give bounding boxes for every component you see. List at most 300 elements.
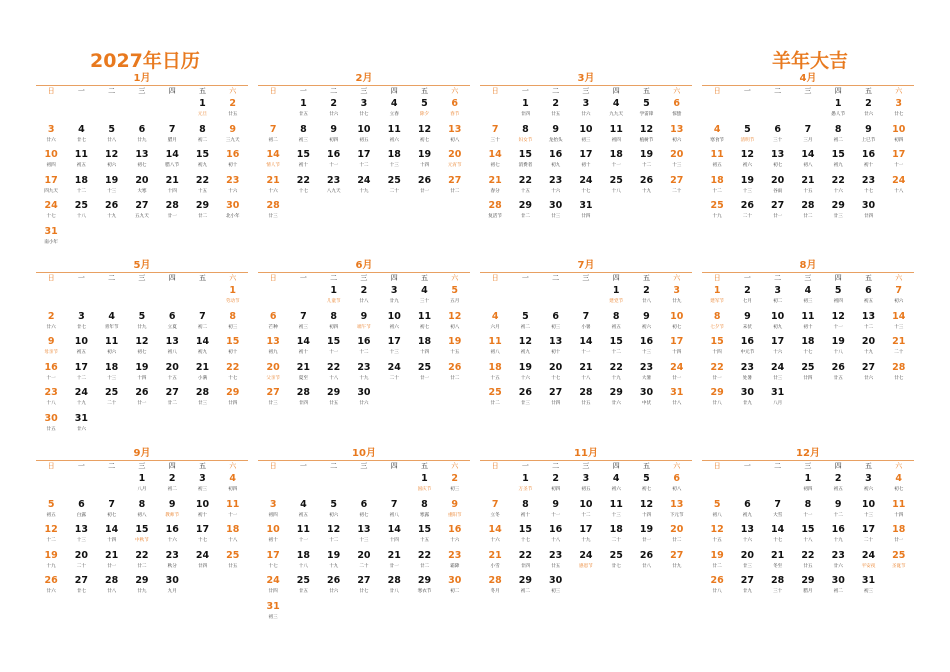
lunar-label: 廿四 <box>228 401 238 407</box>
day-cell <box>510 97 540 123</box>
day-number: 11 <box>417 310 432 322</box>
day-number: 5 <box>108 123 115 135</box>
day-number: 20 <box>357 549 371 561</box>
day-cell <box>702 523 732 549</box>
day-number: 21 <box>771 549 785 561</box>
day-number: 3 <box>673 285 681 296</box>
weekday-label: 五 <box>642 462 650 470</box>
lunar-label: 初三 <box>298 137 308 143</box>
day-number: 1 <box>804 473 812 484</box>
day-cell <box>409 361 439 387</box>
day-number: 15 <box>417 524 432 536</box>
day-cell <box>631 361 661 387</box>
day-cell <box>702 386 732 412</box>
lunar-label: 十二 <box>712 188 722 194</box>
day-number: 26 <box>740 200 755 212</box>
day-grid <box>702 97 914 225</box>
day-number: 14 <box>266 149 280 161</box>
day-cell <box>662 386 692 412</box>
day-cell <box>601 335 631 361</box>
lunar-label: 二十 <box>611 538 621 544</box>
lunar-label: 三十 <box>490 137 500 143</box>
lunar-label: 初二 <box>833 589 843 595</box>
day-cell <box>732 284 762 310</box>
weekday-label: 一 <box>521 462 529 470</box>
day-number: 22 <box>417 549 432 561</box>
day-cell <box>510 523 540 549</box>
day-number: 21 <box>801 174 815 186</box>
lunar-label: 儿童节 <box>326 299 341 304</box>
day-number: 28 <box>771 575 785 587</box>
lunar-label: 廿六 <box>46 137 56 143</box>
lunar-label: 廿八 <box>389 589 399 595</box>
day-cell <box>510 386 540 412</box>
empty-cell <box>480 97 510 123</box>
day-number: 15 <box>801 524 815 536</box>
lunar-label: 腊月 <box>803 589 813 595</box>
lunar-label: 妇女节 <box>518 137 533 143</box>
lunar-label: 八月 <box>773 401 783 407</box>
weekday-label: 二 <box>108 87 116 95</box>
day-cell <box>440 361 470 387</box>
day-cell <box>187 123 217 149</box>
lunar-label: 学雷锋 <box>639 112 654 117</box>
day-number: 28 <box>387 575 401 587</box>
day-grid <box>480 284 692 412</box>
lunar-label: 初八 <box>712 512 722 518</box>
weekday-label: 三 <box>360 462 368 470</box>
day-number: 25 <box>226 549 240 561</box>
day-cell <box>409 549 439 575</box>
day-cell <box>258 361 288 387</box>
day-cell <box>157 549 187 575</box>
day-number: 5 <box>330 498 337 510</box>
day-number: 16 <box>357 336 371 348</box>
day-cell <box>662 284 692 310</box>
weekday-label: 四 <box>612 462 620 470</box>
lunar-label: 十九 <box>712 214 722 220</box>
lunar-label: 十三 <box>611 512 621 518</box>
day-cell <box>763 386 793 412</box>
day-cell <box>480 335 510 361</box>
lunar-label: 廿六 <box>329 589 339 595</box>
lunar-label: 三九天 <box>225 137 240 143</box>
day-number: 17 <box>357 149 371 161</box>
lunar-label: 冬月 <box>490 589 500 595</box>
day-number: 5 <box>451 285 459 296</box>
lunar-label: 廿一 <box>894 538 904 544</box>
lunar-label: 初七 <box>490 163 500 169</box>
weekday-label: 一 <box>743 462 751 470</box>
weekday-label: 四 <box>612 274 620 282</box>
day-cell <box>732 574 762 600</box>
day-number: 10 <box>387 310 401 322</box>
day-number: 4 <box>612 98 620 109</box>
lunar-label: 春分 <box>490 188 500 194</box>
day-number: 26 <box>105 200 119 212</box>
day-number: 15 <box>327 336 341 348</box>
weekday-label: 三 <box>582 462 590 470</box>
day-number: 22 <box>518 174 533 186</box>
day-cell <box>884 498 914 524</box>
lunar-label: 十三 <box>107 375 117 381</box>
day-number: 19 <box>105 174 119 186</box>
day-cell <box>702 284 732 310</box>
day-cell <box>187 148 217 174</box>
day-number: 12 <box>518 336 533 348</box>
day-number: 5 <box>744 123 751 135</box>
day-grid <box>702 284 914 412</box>
month-block <box>480 448 692 600</box>
lunar-label: 廿一 <box>389 563 399 569</box>
lunar-label: 初十 <box>228 163 238 169</box>
day-number: 9 <box>229 123 237 135</box>
day-cell <box>379 148 409 174</box>
month-block <box>258 260 470 412</box>
day-cell <box>319 549 349 575</box>
lunar-label: 六月 <box>490 324 500 330</box>
lunar-label: 十九 <box>833 538 843 544</box>
day-grid <box>480 472 692 600</box>
empty-cell <box>541 284 571 310</box>
lunar-label: 十七 <box>268 563 278 569</box>
day-cell <box>793 123 823 149</box>
day-cell <box>884 335 914 361</box>
day-cell <box>127 498 157 524</box>
lunar-label: 初三 <box>551 589 561 595</box>
empty-cell <box>480 284 510 310</box>
day-cell <box>732 386 762 412</box>
day-number: 8 <box>300 123 307 135</box>
day-number: 23 <box>357 361 371 373</box>
day-cell <box>601 284 631 310</box>
lunar-label: 廿六 <box>46 324 56 330</box>
lunar-label: 廿一 <box>419 375 430 381</box>
lunar-label: 廿三 <box>197 401 208 407</box>
day-cell <box>409 310 439 336</box>
day-grid <box>480 97 692 225</box>
day-number: 20 <box>448 149 462 161</box>
day-number: 10 <box>357 123 371 135</box>
lunar-label: 廿四 <box>197 563 208 569</box>
day-cell <box>823 199 853 225</box>
lunar-label: 十六 <box>551 188 561 194</box>
day-number: 4 <box>108 310 115 322</box>
day-cell <box>288 97 318 123</box>
day-cell <box>218 310 248 336</box>
month-name: 3月 <box>480 73 692 86</box>
day-number: 1 <box>612 285 620 296</box>
lunar-label: 复活节 <box>488 214 503 220</box>
empty-cell <box>349 472 379 498</box>
lunar-label: 十八 <box>76 214 86 220</box>
day-cell <box>571 335 601 361</box>
lunar-label: 十七 <box>803 350 813 356</box>
lunar-label: 初二 <box>833 137 843 143</box>
lunar-label: 初三 <box>228 324 238 330</box>
day-cell <box>66 498 96 524</box>
lunar-label: 母亲节 <box>44 350 59 356</box>
day-number: 21 <box>296 361 311 373</box>
day-number: 3 <box>78 310 85 322</box>
lunar-label: 清明节 <box>740 137 755 143</box>
day-cell <box>409 335 439 361</box>
day-number: 6 <box>673 98 681 109</box>
day-number: 27 <box>740 575 755 587</box>
day-cell <box>884 123 914 149</box>
day-cell <box>349 361 379 387</box>
lunar-label: 十四 <box>167 188 177 194</box>
day-cell <box>541 335 571 361</box>
day-number: 2 <box>552 98 559 109</box>
lunar-label: 初六 <box>863 487 874 492</box>
day-number: 20 <box>670 149 684 161</box>
day-cell <box>823 472 853 498</box>
day-number: 31 <box>74 412 89 424</box>
lunar-label: 小满 <box>197 375 208 381</box>
day-cell <box>662 174 692 200</box>
day-cell <box>571 472 601 498</box>
lunar-label: 初四 <box>268 512 278 518</box>
day-cell <box>702 310 732 336</box>
day-number: 5 <box>138 310 146 322</box>
lunar-label: 七月 <box>742 299 752 304</box>
day-number: 3 <box>774 285 781 296</box>
lunar-label: 初九 <box>551 163 561 169</box>
empty-cell <box>127 97 157 123</box>
lunar-label: 初九 <box>268 350 278 356</box>
day-cell <box>127 574 157 600</box>
day-cell <box>601 523 631 549</box>
lunar-label: 廿五 <box>551 112 561 117</box>
lunar-label: 十八 <box>894 188 904 194</box>
day-cell <box>440 472 470 498</box>
lunar-label: 廿二 <box>712 563 722 569</box>
day-cell <box>409 148 439 174</box>
lunar-label: 十二 <box>833 512 843 518</box>
day-cell <box>36 174 66 200</box>
day-number: 1 <box>229 285 237 296</box>
day-number: 4 <box>713 123 721 135</box>
day-number: 13 <box>135 149 149 161</box>
day-number: 4 <box>390 98 398 109</box>
weekday-label: 一 <box>299 462 307 470</box>
day-cell <box>853 523 883 549</box>
lunar-label: 初十 <box>803 324 813 330</box>
day-cell <box>97 386 127 412</box>
day-cell <box>36 310 66 336</box>
day-cell <box>662 335 692 361</box>
day-number: 15 <box>518 149 533 161</box>
lunar-label: 十九 <box>76 401 86 407</box>
day-number: 30 <box>44 412 58 424</box>
day-number: 18 <box>801 336 815 348</box>
lunar-label: 廿二 <box>419 563 430 569</box>
day-number: 12 <box>639 123 654 135</box>
lunar-label: 大寒 <box>137 188 147 194</box>
day-cell <box>258 148 288 174</box>
day-number: 5 <box>47 498 55 510</box>
day-cell <box>218 472 248 498</box>
weekday-label: 日 <box>491 87 499 95</box>
day-cell <box>288 148 318 174</box>
day-number: 20 <box>74 549 89 561</box>
day-number: 26 <box>135 387 149 399</box>
lunar-label: 十六 <box>450 538 460 544</box>
day-cell <box>409 174 439 200</box>
day-cell <box>440 549 470 575</box>
lunar-label: 十四 <box>894 512 904 518</box>
day-cell <box>763 310 793 336</box>
day-cell <box>127 174 157 200</box>
weekday-label: 三 <box>804 274 812 282</box>
day-number: 21 <box>488 174 502 186</box>
day-number: 20 <box>135 174 149 186</box>
day-cell <box>379 123 409 149</box>
day-cell <box>884 97 914 123</box>
lunar-label: 廿二 <box>520 214 530 220</box>
day-number: 20 <box>771 174 785 186</box>
day-cell <box>763 335 793 361</box>
lunar-label: 廿六 <box>46 589 56 595</box>
day-cell <box>66 549 96 575</box>
day-number: 11 <box>226 498 240 510</box>
day-cell <box>379 498 409 524</box>
lunar-label: 初十 <box>520 512 530 518</box>
day-number: 8 <box>421 498 428 510</box>
lunar-label: 立春 <box>389 112 399 117</box>
day-number: 9 <box>744 310 751 322</box>
day-number: 28 <box>266 200 280 212</box>
lunar-label: 初七 <box>641 487 652 492</box>
day-cell <box>571 123 601 149</box>
weekday-label: 日 <box>47 87 55 95</box>
day-cell <box>793 523 823 549</box>
weekday-label: 四 <box>168 87 176 95</box>
day-cell <box>763 148 793 174</box>
day-number: 30 <box>448 575 462 587</box>
lunar-label: 十八 <box>803 538 813 544</box>
day-number: 16 <box>740 336 755 348</box>
day-number: 26 <box>831 361 845 373</box>
lunar-label: 初八 <box>803 163 813 169</box>
day-number: 11 <box>488 336 502 348</box>
day-cell <box>702 361 732 387</box>
day-number: 19 <box>135 361 149 373</box>
day-cell <box>218 284 248 310</box>
month-name: 5月 <box>36 260 248 273</box>
weekday-label: 一 <box>77 87 85 95</box>
lunar-label: 初三 <box>581 137 591 143</box>
lunar-label: 十二 <box>329 538 339 544</box>
day-number: 30 <box>740 387 755 399</box>
day-number: 23 <box>226 174 240 186</box>
day-cell <box>218 97 248 123</box>
weekday-header <box>258 461 470 472</box>
lunar-label: 廿九 <box>742 589 752 595</box>
day-number: 6 <box>78 498 85 510</box>
day-number: 15 <box>135 524 149 536</box>
day-cell <box>480 123 510 149</box>
day-cell <box>793 174 823 200</box>
lunar-label: 初四 <box>46 163 56 169</box>
day-cell <box>36 523 66 549</box>
day-number: 7 <box>168 123 176 135</box>
day-number: 30 <box>861 200 876 212</box>
lunar-label: 初六 <box>329 512 339 518</box>
day-cell <box>157 310 187 336</box>
weekday-label: 三 <box>582 87 590 95</box>
lunar-label: 十九 <box>359 375 369 381</box>
day-grid <box>36 472 248 600</box>
lunar-label: 初三 <box>268 614 278 620</box>
calendar-title: 2027年日历 <box>90 50 200 72</box>
weekday-label: 一 <box>77 274 85 282</box>
day-number: 11 <box>296 524 311 536</box>
day-number: 29 <box>518 575 533 587</box>
day-number: 3 <box>582 473 590 484</box>
day-cell <box>127 549 157 575</box>
day-number: 9 <box>834 498 842 510</box>
day-cell <box>127 335 157 361</box>
day-number: 10 <box>266 524 280 536</box>
day-number: 18 <box>296 549 311 561</box>
lunar-label: 三月 <box>803 137 813 143</box>
day-cell <box>853 498 883 524</box>
day-cell <box>157 199 187 225</box>
lunar-label: 二十 <box>389 188 399 194</box>
lunar-label: 十六 <box>742 538 752 544</box>
day-cell <box>127 310 157 336</box>
lunar-label: 十一 <box>46 375 56 381</box>
lunar-label: 十一 <box>329 350 339 356</box>
lunar-label: 廿四 <box>520 563 530 569</box>
day-cell <box>662 97 692 123</box>
day-number: 20 <box>549 361 563 373</box>
lunar-label: 白露 <box>76 512 86 518</box>
lunar-label: 初四 <box>833 299 843 304</box>
day-cell <box>66 148 96 174</box>
day-number: 18 <box>387 149 401 161</box>
lunar-label: 二十 <box>894 350 904 356</box>
lunar-label: 除夕 <box>419 112 430 117</box>
day-number: 6 <box>774 123 781 135</box>
lunar-label: 廿一 <box>167 214 177 220</box>
day-number: 23 <box>740 361 755 373</box>
day-cell <box>541 148 571 174</box>
weekday-label: 五 <box>864 274 872 282</box>
lunar-label: 廿七 <box>611 563 621 569</box>
lunar-label: 十五 <box>450 350 460 356</box>
day-cell <box>97 199 127 225</box>
day-cell <box>601 174 631 200</box>
day-number: 9 <box>451 498 459 510</box>
weekday-label: 五 <box>420 87 428 95</box>
day-number: 25 <box>801 361 815 373</box>
lunar-label: 十一 <box>803 512 813 518</box>
lunar-label: 廿五 <box>803 563 813 569</box>
day-cell <box>157 123 187 149</box>
weekday-label: 三 <box>138 274 146 282</box>
lunar-label: 十一 <box>329 163 339 169</box>
lunar-label: 父亲节 <box>266 375 281 381</box>
day-cell <box>702 123 732 149</box>
day-number: 13 <box>861 310 876 322</box>
day-cell <box>258 310 288 336</box>
lunar-label: 建党节 <box>609 299 624 304</box>
lunar-label: 十七 <box>228 375 238 381</box>
weekday-label: 六 <box>895 87 903 95</box>
